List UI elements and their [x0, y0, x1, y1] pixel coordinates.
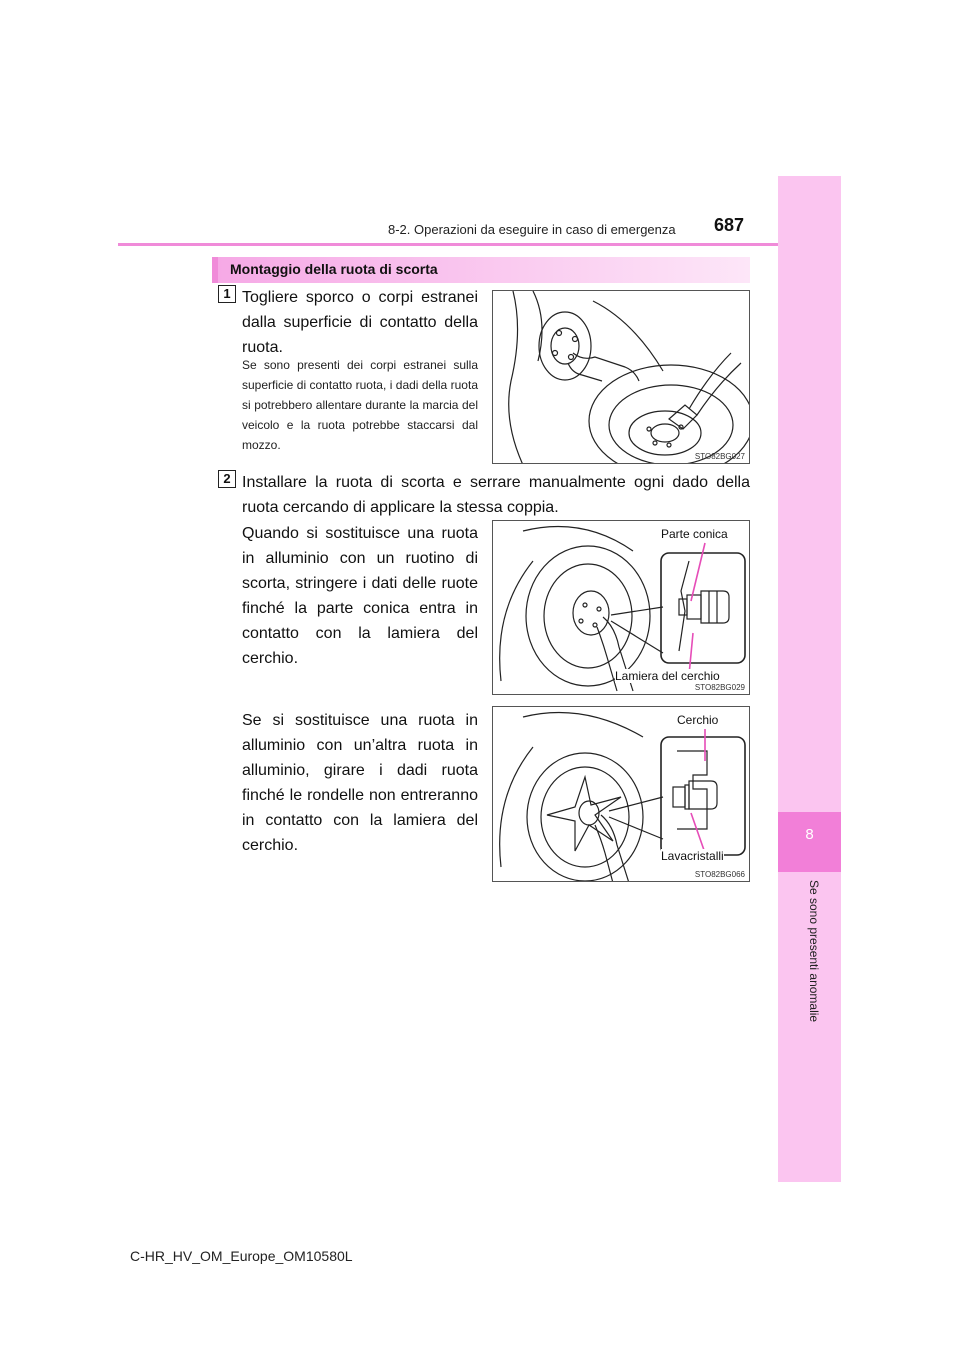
section-title: Montaggio della ruota di scorta — [230, 261, 438, 277]
step-1-note: Se sono presenti dei corpi estranei sulla superficie di contatto ruota, i dadi della ruota si potrebbero allentare durante la marcia del veicolo e la ruota potrebbe staccarsi dal mozzo. — [242, 358, 478, 452]
section-heading-bar — [212, 257, 750, 283]
chapter-title: Se sono presenti anomalie — [807, 880, 821, 1023]
chapter-side-tab — [778, 176, 841, 1182]
step-1-text: Togliere sporco o corpi estranei dalla superficie di contatto della ruota. — [242, 289, 478, 356]
figure-clean-hub — [492, 290, 750, 464]
header-rule — [118, 243, 840, 246]
callout-bottom: Lavacristalli — [661, 849, 724, 863]
figure-code: STO82BG066 — [694, 870, 745, 879]
figure-code: STO82BG027 — [694, 452, 745, 461]
page-number: 687 — [714, 215, 745, 235]
step-2-text: Installare la ruota di scorta e serrare manualmente ogni dado della ruota cercando di applicare la stessa coppia. — [242, 474, 750, 516]
figure-clean-hub-illustration — [493, 291, 750, 464]
section-reference: 8-2. Operazioni da eseguire in caso di emergenza — [388, 222, 676, 237]
callout-top: Cerchio — [677, 713, 719, 727]
chapter-number: 8 — [805, 826, 814, 843]
step-number-1: 1 — [218, 285, 236, 303]
step-2-paragraph-b: Se si sostituisce una ruota in alluminio con un’altra ruota in alluminio, girare i dadi ruota finché le rondelle non entreranno in contatto con la lamiera del cerchio. — [242, 712, 478, 854]
callout-top: Parte conica — [661, 527, 728, 541]
document-id: C-HR_HV_OM_Europe_OM10580L — [130, 1248, 353, 1264]
callout-bottom: Lamiera del cerchio — [615, 669, 720, 683]
figure-code: STO82BG029 — [694, 683, 745, 692]
figure-alloy-nut — [492, 706, 750, 882]
step-2-paragraph-a: Quando si sostituisce una ruota in alluminio con un ruotino di scorta, stringere i dati delle ruote finché la parte conica entra in contatto con la lamiera del cerchio. — [242, 525, 478, 667]
step-number-2: 2 — [218, 470, 236, 488]
figure-tapered-nut — [492, 520, 750, 695]
